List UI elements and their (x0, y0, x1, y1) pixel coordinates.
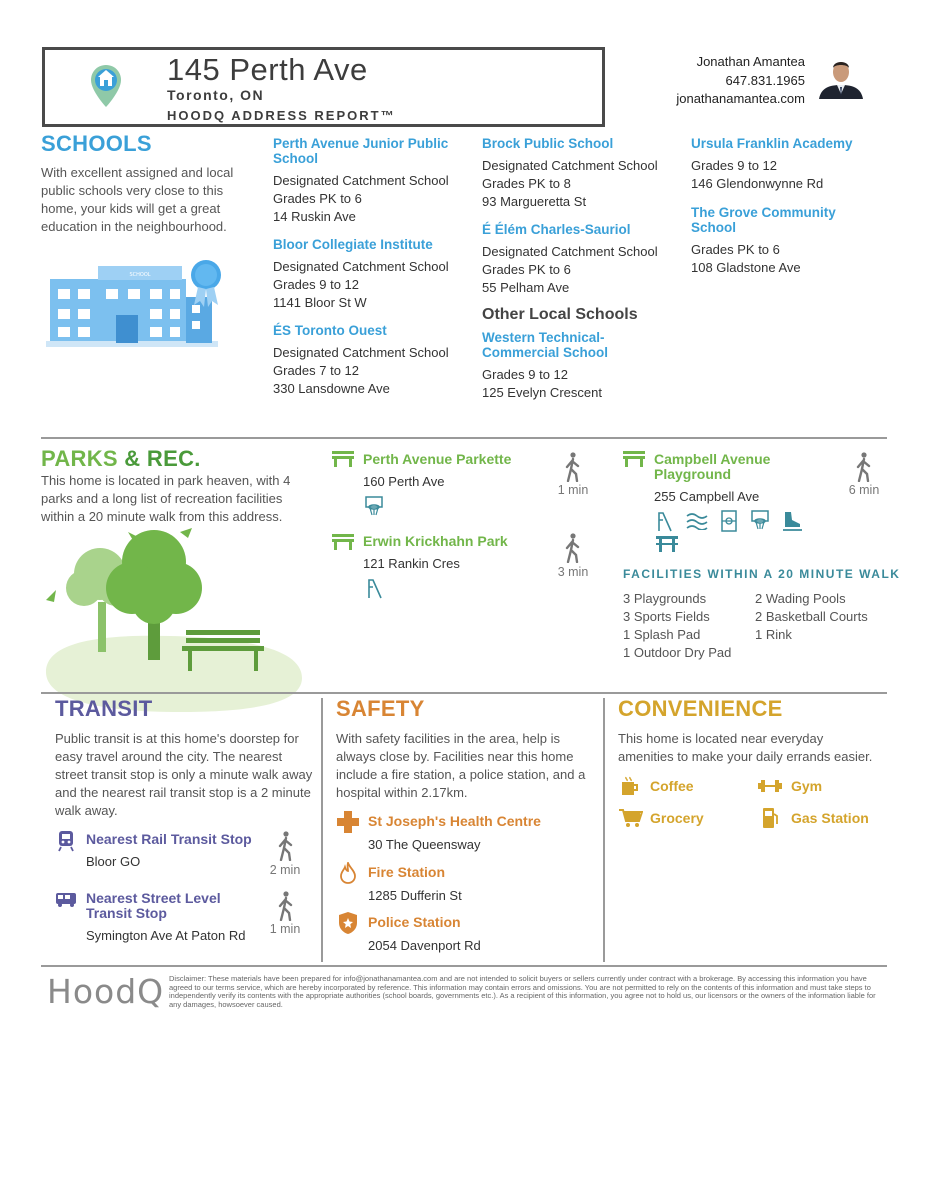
school-address: 146 Glendonwynne Rd (691, 176, 824, 191)
school-card[interactable] (691, 205, 861, 277)
park-card[interactable] (363, 534, 508, 571)
school-grades: Grades PK to 8 (482, 176, 571, 191)
school-card[interactable] (482, 136, 677, 211)
train-icon (57, 830, 75, 852)
transit-stop-name: Symington Ave At Paton Rd (86, 928, 246, 943)
bus-icon (55, 892, 77, 908)
school-card[interactable] (482, 330, 632, 402)
safety-card[interactable] (368, 813, 541, 852)
facilities-list-left (623, 590, 731, 662)
school-name[interactable]: É Élém Charles-Sauriol (482, 222, 631, 237)
school-card[interactable] (273, 323, 463, 398)
school-card[interactable] (273, 237, 463, 312)
park-address: 121 Rankin Cres (363, 556, 460, 571)
coffee-icon (620, 776, 640, 796)
basketball-icon (750, 510, 770, 530)
park-amenity-icons (654, 510, 814, 552)
park-name[interactable]: Perth Avenue Parkette (363, 451, 512, 467)
sports-field-icon (720, 510, 738, 532)
agent-website[interactable]: jonathanamantea.com (676, 91, 805, 106)
shopping-cart-icon (619, 808, 643, 828)
section-divider (41, 692, 887, 694)
school-card[interactable] (482, 222, 677, 297)
walking-person-icon (564, 452, 582, 482)
walking-person-icon (277, 831, 295, 861)
amenity-grocery[interactable]: Grocery (650, 810, 704, 826)
school-grades: Grades 9 to 12 (691, 158, 777, 173)
safety-card[interactable] (368, 914, 481, 953)
police-badge-icon (338, 911, 358, 935)
svg-text:SCHOOL: SCHOOL (129, 272, 151, 278)
bench-icon (332, 451, 354, 467)
transit-stop-label[interactable]: Nearest Street Level Transit Stop (86, 890, 221, 921)
agent-contact (676, 53, 805, 109)
schools-heading: SCHOOLS (41, 131, 152, 156)
wading-pool-icon (686, 512, 708, 530)
amenity-coffee[interactable]: Coffee (650, 778, 694, 794)
schools-intro: With excellent assigned and local public schools very close to this home, your kids will get a great education in the neighbourhood. (41, 165, 234, 234)
safety-facility-name[interactable]: Police Station (368, 914, 461, 930)
park-name[interactable]: Campbell Avenue Playground (654, 451, 771, 482)
bench-icon (332, 534, 354, 550)
transit-card[interactable] (86, 832, 261, 869)
column-divider (321, 698, 323, 962)
school-type: Designated Catchment School (273, 345, 449, 360)
fire-icon (340, 862, 356, 884)
parks-heading-main: PARKS (41, 446, 118, 471)
school-name[interactable]: ÉS Toronto Ouest (273, 323, 387, 338)
ice-skate-icon (782, 510, 804, 532)
facilities-list-right (755, 590, 868, 644)
school-name[interactable]: Perth Avenue Junior Public School (273, 136, 449, 166)
walking-person-icon (277, 891, 295, 921)
walking-person-icon (564, 533, 582, 563)
facility-item: 2 Basketball Courts (755, 609, 868, 624)
location-pin-icon (89, 64, 123, 108)
convenience-intro: This home is located near everyday amenities to make your daily errands easier. (618, 731, 873, 764)
agent-avatar (815, 52, 867, 99)
facility-item: 3 Sports Fields (623, 609, 710, 624)
parks-heading-rec: & REC. (117, 446, 201, 471)
hospital-cross-icon (337, 811, 359, 833)
hoodq-logo: HoodQ (47, 972, 165, 1011)
school-card[interactable] (273, 136, 463, 226)
park-name[interactable]: Erwin Krickhahn Park (363, 533, 508, 549)
parks-heading (41, 446, 201, 472)
school-name[interactable]: Brock Public School (482, 136, 614, 151)
dumbbell-icon (758, 778, 782, 794)
facility-item: 1 Splash Pad (623, 627, 701, 642)
amenity-gym[interactable]: Gym (791, 778, 823, 794)
walk-time: 2 min (269, 863, 301, 877)
school-grades: Grades 7 to 12 (273, 363, 359, 378)
address-header (42, 47, 605, 127)
transit-heading: TRANSIT (55, 696, 153, 721)
facility-item: 1 Rink (755, 627, 792, 642)
school-grades: Grades PK to 6 (482, 262, 571, 277)
school-grades: Grades PK to 6 (273, 191, 362, 206)
school-type: Designated Catchment School (482, 158, 658, 173)
school-name[interactable]: Ursula Franklin Academy (691, 136, 853, 151)
school-address: 55 Pelham Ave (482, 280, 570, 295)
walking-person-icon (855, 452, 873, 482)
agent-name: Jonathan Amantea (696, 54, 805, 69)
bench-icon (623, 451, 645, 467)
column-divider (603, 698, 605, 962)
safety-facility-name[interactable]: Fire Station (368, 864, 446, 880)
safety-facility-address: 30 The Queensway (368, 837, 481, 852)
school-address: 108 Gladstone Ave (691, 260, 801, 275)
school-name[interactable]: Bloor Collegiate Institute (273, 237, 433, 252)
address-title: 145 Perth Ave (167, 52, 368, 87)
park-address: 160 Perth Ave (363, 474, 445, 489)
transit-stop-label[interactable]: Nearest Rail Transit Stop (86, 831, 252, 847)
walk-time: 1 min (269, 922, 301, 936)
school-address: 14 Ruskin Ave (273, 209, 356, 224)
park-card[interactable] (363, 452, 511, 489)
school-grades: Grades PK to 6 (691, 242, 780, 257)
park-address: 255 Campbell Ave (654, 489, 760, 504)
report-label: HOODQ ADDRESS REPORT™ (167, 108, 396, 123)
safety-facility-name[interactable]: St Joseph's Health Centre (368, 813, 541, 829)
walk-time: 3 min (557, 565, 589, 579)
basketball-icon (364, 496, 384, 516)
school-grades: Grades 9 to 12 (273, 277, 359, 292)
convenience-heading: CONVENIENCE (618, 696, 783, 721)
safety-intro: With safety facilities in the area, help is always close by. Facilities near this home include a fire station, a police station, and a hospital within 2.17km. (336, 731, 586, 800)
safety-card[interactable] (368, 864, 462, 903)
transit-intro: Public transit is at this home's doorstep for easy travel around the city. The nearest street transit stop is only a minute walk away and the nearest rail transit stop is a 2 minute walk away. (55, 731, 313, 818)
address-city: Toronto, ON (167, 87, 265, 103)
section-divider (41, 437, 887, 439)
school-name[interactable]: Western Technical-Commercial School (482, 330, 609, 360)
school-grades: Grades 9 to 12 (482, 367, 568, 382)
transit-card[interactable] (86, 891, 261, 943)
facility-item: 1 Outdoor Dry Pad (623, 645, 732, 660)
amenity-gas-station[interactable]: Gas Station (791, 810, 869, 826)
disclaimer-text: Disclaimer: These materials have been prepared for info@jonathanamantea.com and are not intended to solicit buyers or sellers currently under contract with a brokerage. By accessing this information you have agreed to our terms service, which are hereby incorporated by reference. This information may contain errors and omissions. You are not permitted to rely on the contents of this information and must take steps to independently verify its contents with the appropriate authorities (school boards, governments etc.). As a recipient of this information, you agree not to hold us, our licensors or the owners of the information liable for any damages, howsoever caused. (169, 974, 876, 1009)
park-illustration-icon (40, 522, 305, 714)
footer-divider (41, 965, 887, 967)
park-card[interactable] (654, 452, 814, 504)
facility-item: 3 Playgrounds (623, 591, 707, 606)
safety-facility-address: 1285 Dufferin St (368, 888, 462, 903)
picnic-table-icon (656, 536, 678, 552)
school-address: 125 Evelyn Crescent (482, 385, 602, 400)
playground-slide-icon (656, 510, 674, 532)
facilities-heading: FACILITIES WITHIN A 20 MINUTE WALK (623, 567, 901, 581)
walk-time: 6 min (848, 483, 880, 497)
school-type: Designated Catchment School (273, 173, 449, 188)
school-name[interactable]: The Grove Community School (691, 205, 836, 235)
transit-stop-name: Bloor GO (86, 854, 141, 869)
playground-slide-icon (366, 577, 384, 599)
school-type: Designated Catchment School (482, 244, 658, 259)
safety-heading: SAFETY (336, 696, 425, 721)
school-card[interactable] (691, 136, 886, 193)
other-schools-heading: Other Local Schools (482, 306, 638, 323)
walk-time: 1 min (557, 483, 589, 497)
school-address: 1141 Bloor St W (273, 295, 367, 310)
school-type: Designated Catchment School (273, 259, 449, 274)
facility-item: 2 Wading Pools (755, 591, 846, 606)
school-address: 93 Margueretta St (482, 194, 587, 209)
school-address: 330 Lansdowne Ave (273, 381, 390, 396)
parks-intro: This home is located in park heaven, with 4 parks and a long list of recreation facilities within a 20 minute walk from this address. (41, 473, 291, 524)
school-building-icon (44, 257, 226, 349)
safety-facility-address: 2054 Davenport Rd (368, 938, 481, 953)
gas-pump-icon (761, 806, 779, 830)
agent-phone[interactable]: 647.831.1965 (725, 72, 805, 88)
